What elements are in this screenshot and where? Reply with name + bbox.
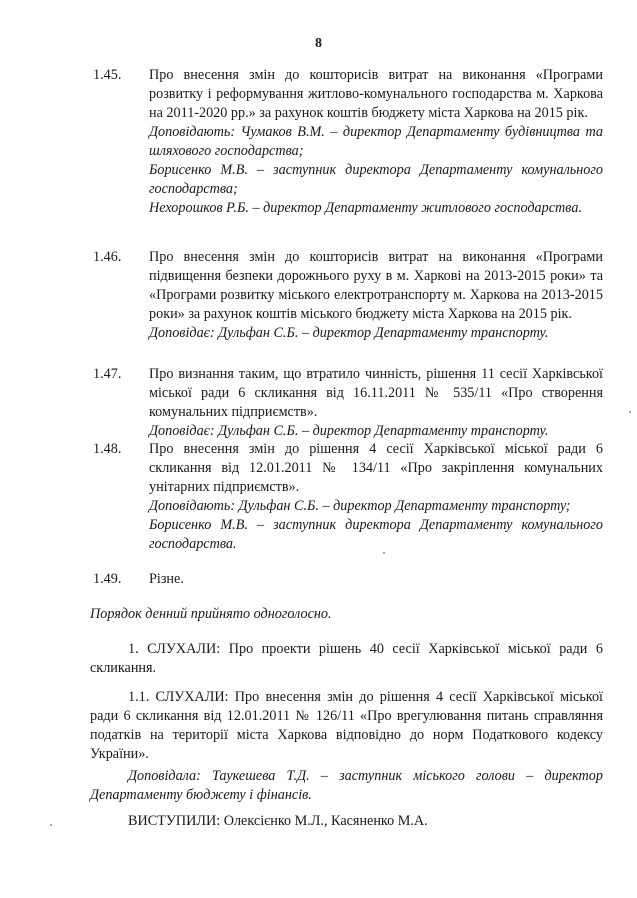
item-text: Про внесення змін до кошторисів витрат на виконання «Програми підвищення безпеки дорожнього руху в м. Харкові на 2013-2015 роки» та «Програми розвитку міського електротранспорту м. Харкова на 2013-2015 роки» за рахунок коштів міського бюджету міста Харкова на 2015 рік. xyxy=(149,249,603,322)
item-speaker: Доповідають: Дульфан С.Б. – директор Департаменту транспорту; xyxy=(149,498,571,514)
item-speaker: Борисенко М.В. – заступник директора Департаменту комунального господарства; xyxy=(149,162,603,197)
item-speaker: Доповідає: Дульфан С.Б. – директор Департаменту транспорту. xyxy=(149,423,549,439)
item-text: Про визнання таким, що втратило чинність, рішення 11 сесії Харківської міської ради 6 скликання від 16.11.2011 № 535/11 «Про створення комунальних підприємств». xyxy=(149,366,603,420)
item-number: 1.48. xyxy=(93,441,122,457)
item-number: 1.47. xyxy=(93,366,122,382)
item-speaker: Борисенко М.В. – заступник директора Департаменту комунального господарства. xyxy=(149,517,603,552)
item-number: 1.49. xyxy=(93,571,122,587)
scan-speck xyxy=(383,552,385,554)
item-speaker: Доповідають: Чумаков В.М. – директор Департаменту будівництва та шляхового господарства; xyxy=(149,124,603,159)
heard-section-1: 1. СЛУХАЛИ: Про проекти рішень 40 сесії Харківської міської ради 6 скликання. xyxy=(90,641,603,676)
item-number: 1.45. xyxy=(93,67,122,83)
agenda-note: Порядок денний прийнято одноголосно. xyxy=(90,606,332,622)
agenda-item-1-48 xyxy=(93,440,603,554)
agenda-item-1-47 xyxy=(93,365,603,441)
scan-speck xyxy=(50,824,52,826)
item-number: 1.46. xyxy=(93,249,122,265)
spoke-section: ВИСТУПИЛИ: Олексієнко М.Л., Касяненко М.А. xyxy=(128,813,428,829)
reporter: Доповідала: Таукешева Т.Д. – заступник міського голови – директор Департаменту бюджету і фінансів. xyxy=(90,768,603,803)
scan-speck xyxy=(629,411,631,413)
heard-section-1-1: 1.1. СЛУХАЛИ: Про внесення змін до рішення 4 сесії Харківської міської ради 6 скликання від 12.01.2011 № 126/11 «Про врегулювання питань справляння податків на території міста Харкова відповідно до норм Податкового кодексу України». xyxy=(90,689,603,762)
page-number: 8 xyxy=(315,36,322,51)
item-text: Різне. xyxy=(149,571,184,587)
item-speaker: Доповідає: Дульфан С.Б. – директор Департаменту транспорту. xyxy=(149,325,549,341)
agenda-item-1-45 xyxy=(93,66,603,218)
item-text: Про внесення змін до рішення 4 сесії Харківської міської ради 6 скликання від 12.01.2011 № 134/11 «Про закріплення комунальних унітарних підприємств». xyxy=(149,441,603,495)
item-speaker: Нехорошков Р.Б. – директор Департаменту житлового господарства. xyxy=(149,200,582,216)
agenda-item-1-46 xyxy=(93,248,603,343)
item-text: Про внесення змін до кошторисів витрат на виконання «Програми розвитку і реформування житлово-комунального господарства м. Харкова на 2011-2020 рр.» за рахунок коштів бюджету міста Харкова на 2015 рік. xyxy=(149,67,603,121)
agenda-item-1-49 xyxy=(93,570,603,589)
